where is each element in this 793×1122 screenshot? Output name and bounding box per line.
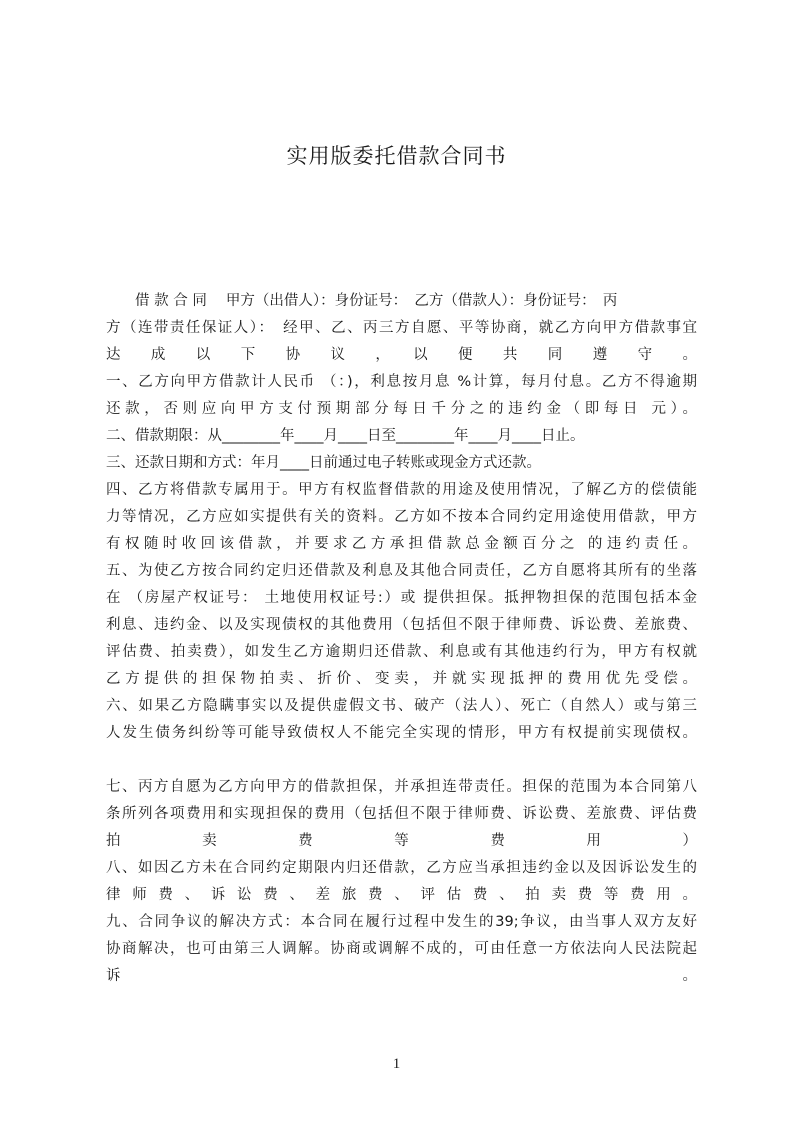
body-line: 利息、违约金、以及实现债权的其他费用（包括但不限于律师费、诉讼费、差旅费、	[106, 617, 697, 633]
body-line: 还款，否则应向甲方支付预期部分每日千分之的违约金（即每日 元）。	[106, 401, 697, 417]
body-line: 三、还款日期和方式：年月____日前通过电子转账或现金方式还款。	[106, 455, 541, 471]
document-title: 实用版委托借款合同书	[286, 144, 507, 168]
body-line: 四、乙方将借款专属用于。甲方有权监督借款的用途及使用情况，了解乙方的偿债能	[106, 482, 697, 498]
body-line: 乙方提供的担保物拍卖、折价、变卖，并就实现抵押的费用优先受偿。	[106, 671, 697, 687]
body-line: 方（连带责任保证人）： 经甲、乙、丙三方自愿、平等协商，就乙方向甲方借款事宜	[106, 320, 697, 336]
body-line: 在 （房屋产权证号： 土地使用权证号:）或 提供担保。抵押物担保的范围包括本金	[106, 590, 697, 606]
body-line: 力等情况，乙方应如实提供有关的资料。乙方如不按本合同约定用途使用借款，甲方	[106, 509, 697, 525]
body-line: 五、为使乙方按合同约定归还借款及利息及其他合同责任，乙方自愿将其所有的坐落	[106, 563, 697, 579]
body-line: 六、如果乙方隐瞒事实以及提供虚假文书、破产（法人）、死亡（自然人）或与第三	[106, 698, 697, 714]
paragraph-gap	[106, 747, 697, 774]
body-line: 二、借款期限：从________年____月____日至________年____月____日止。	[106, 428, 585, 444]
body-line: 借 款 合 同 甲方（出借人）：身份证号： 乙方（借款人）：身份证号： 丙	[135, 293, 618, 309]
body-line: 达 成 以 下 协 议 ， 以 便 共 同 遵 守 。	[106, 347, 697, 363]
body-line: 拍 卖 费 等 费 用 ）	[106, 833, 697, 849]
body-line: 律师费、诉讼费、差旅费、评估费、拍卖费等费用。	[106, 887, 697, 903]
body-line: 九、合同争议的解决方式：本合同在履行过程中发生的39;争议，由当事人双方友好	[106, 914, 697, 930]
body-line: 人发生债务纠纷等可能导致债权人不能完全实现的情形，甲方有权提前实现债权。	[106, 725, 697, 741]
body-line: 八、如因乙方未在合同约定期限内归还借款，乙方应当承担违约金以及因诉讼发生的	[106, 860, 697, 876]
page-number: 1	[392, 1056, 401, 1072]
body-line: 诉 。	[106, 968, 697, 984]
body-line: 条所列各项费用和实现担保的费用（包括但不限于律师费、诉讼费、差旅费、评估费	[106, 806, 697, 822]
body-line: 协商解决，也可由第三人调解。协商或调解不成的，可由任意一方依法向人民法院起	[106, 941, 697, 957]
body-line: 一、乙方向甲方借款计人民币 （：)，利息按月息 %计算，每月付息。乙方不得逾期	[106, 374, 697, 390]
body-line: 七、丙方自愿为乙方向甲方的借款担保，并承担连带责任。担保的范围为本合同第八	[106, 779, 697, 795]
body-line: 有权随时收回该借款，并要求乙方承担借款总金额百分之 的违约责任。	[106, 536, 697, 552]
contract-body	[106, 288, 697, 990]
body-line: 评估费、拍卖费），如发生乙方逾期归还借款、利息或有其他违约行为，甲方有权就	[106, 644, 697, 660]
